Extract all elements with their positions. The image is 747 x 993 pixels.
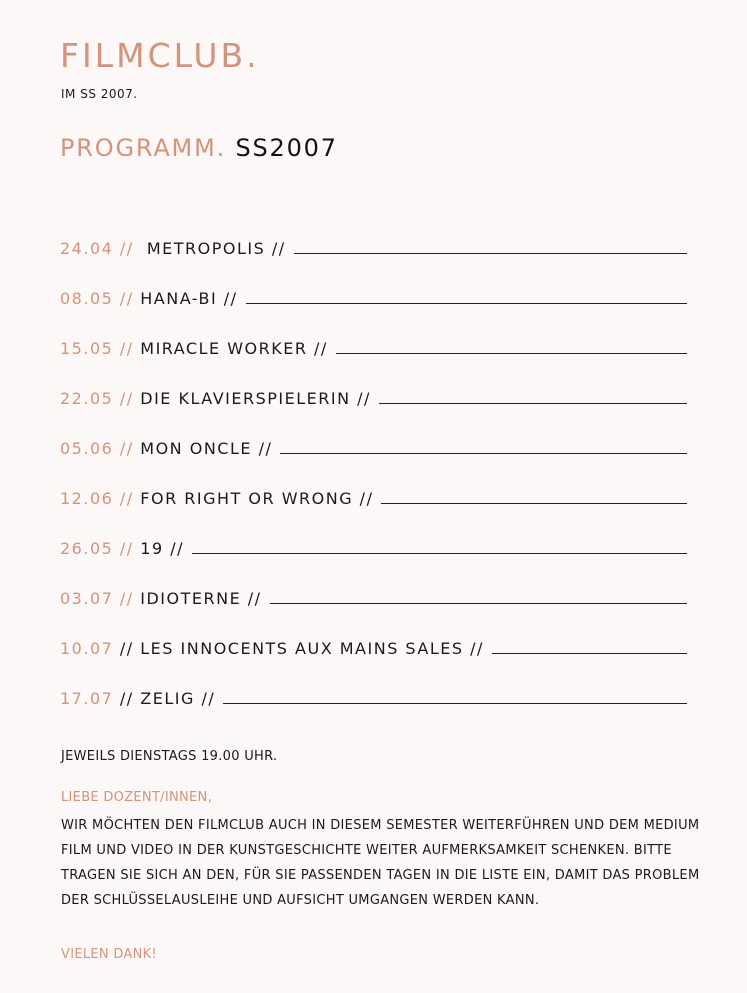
screening-date: 12.06 (60, 489, 114, 508)
signup-line[interactable] (336, 353, 687, 354)
screening-time-note: JEWEILS DIENSTAGS 19.00 UHR. (61, 749, 278, 764)
signup-line[interactable] (381, 503, 687, 504)
schedule-row (60, 460, 687, 510)
program-semester: SS2007 (235, 134, 338, 162)
signup-line[interactable] (280, 453, 687, 454)
screening-date: 26.05 (60, 539, 114, 558)
date-separator: // (113, 489, 141, 508)
film-title: 19 // (140, 539, 184, 558)
schedule-row (60, 310, 687, 360)
screening-date: 05.06 (60, 439, 114, 458)
film-title: IDIOTERNE // (140, 589, 262, 608)
date-separator: // (113, 539, 141, 558)
greeting: LIEBE DOZENT/INNEN, (61, 790, 213, 805)
schedule-row (60, 510, 687, 560)
schedule-row (60, 360, 687, 410)
screening-date: 24.04 (60, 239, 114, 258)
signup-line[interactable] (246, 303, 687, 304)
signup-line[interactable] (492, 653, 687, 654)
signup-line[interactable] (379, 403, 687, 404)
date-separator: // (113, 689, 141, 708)
film-title: ZELIG // (140, 689, 216, 708)
date-separator: // (113, 639, 141, 658)
signup-line[interactable] (223, 703, 687, 704)
schedule-row (60, 410, 687, 460)
screening-date: 08.05 (60, 289, 114, 308)
page-subtitle: IM SS 2007. (61, 87, 138, 101)
screening-date: 03.07 (60, 589, 114, 608)
date-separator: // (113, 339, 141, 358)
schedule-row (60, 610, 687, 660)
schedule-list (60, 210, 687, 710)
closing-thanks: VIELEN DANK! (61, 947, 157, 962)
schedule-row (60, 560, 687, 610)
screening-date: 22.05 (60, 389, 114, 408)
signup-line[interactable] (270, 603, 687, 604)
screening-date: 10.07 (60, 639, 114, 658)
film-title: DIE KLAVIERSPIELERIN // (140, 389, 371, 408)
date-separator: // (113, 389, 141, 408)
date-separator: // (113, 589, 141, 608)
signup-line[interactable] (294, 253, 687, 254)
schedule-row (60, 260, 687, 310)
film-title: MON ONCLE // (140, 439, 273, 458)
film-title: MIRACLE WORKER // (140, 339, 328, 358)
screening-date: 15.05 (60, 339, 114, 358)
film-title: METROPOLIS // (140, 239, 286, 258)
program-label: PROGRAMM. (60, 134, 227, 162)
date-separator: // (113, 239, 141, 258)
screening-date: 17.07 (60, 689, 114, 708)
page-title: FILMCLUB. (60, 36, 260, 75)
film-title: FOR RIGHT OR WRONG // (140, 489, 374, 508)
date-separator: // (113, 439, 141, 458)
program-heading (60, 133, 338, 163)
date-separator: // (113, 289, 141, 308)
schedule-row (60, 210, 687, 260)
signup-line[interactable] (192, 553, 687, 554)
schedule-row (60, 660, 687, 710)
body-paragraph: WIR MÖCHTEN DEN FILMCLUB AUCH IN DIESEM SEMESTER WEITERFÜHREN UND DEM MEDIUM FILM UND VIDEO IN DER KUNSTGESCHICHTE WEITER AUFMERKSAMKEIT SCHENKEN. BITTE TRAGEN SIE SICH AN DEN, FÜR SIE PASSENDEN TAGEN IN DIE LISTE EIN, DAMIT DAS PROBLEM DER SCHLÜSSELAUSLEIHE UND AUFSICHT UMGANGEN WERDEN KANN. (61, 818, 700, 908)
film-title: HANA-BI // (140, 289, 238, 308)
film-title: LES INNOCENTS AUX MAINS SALES // (140, 639, 484, 658)
